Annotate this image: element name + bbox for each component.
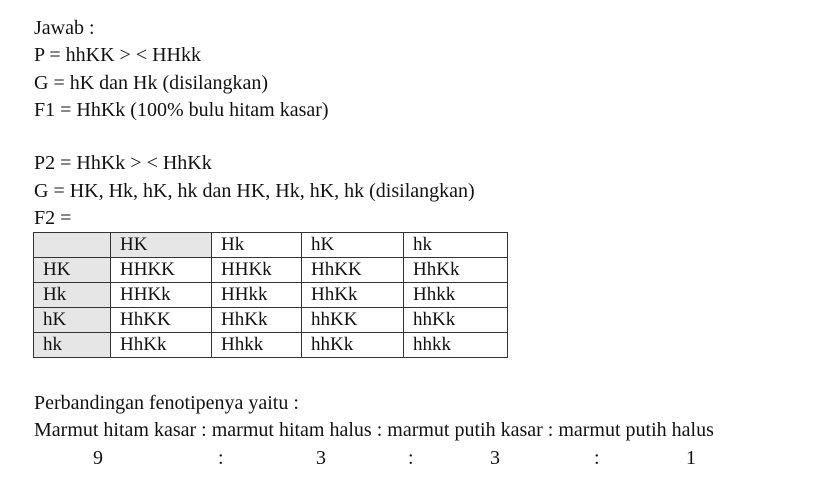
genotype-cell: hhKk [404,308,508,333]
punnett-square [33,232,508,358]
ratio-value: 1 [686,447,696,469]
ratio-separator: : [218,447,224,469]
table-row [34,333,508,358]
table-row [34,258,508,283]
genotype-cell: HhKk [212,308,302,333]
genotype-cell: HHKk [111,283,212,308]
genotype-cell: Hhkk [212,333,302,358]
table-row [34,283,508,308]
corner-cell [34,233,111,258]
ratio-separator: : [408,447,414,469]
row-header: HK [34,258,111,283]
col-header: hk [404,233,508,258]
row-header: hk [34,333,111,358]
genotype-cell: HHKk [212,258,302,283]
col-header: Hk [212,233,302,258]
col-header: HK [111,233,212,258]
genotype-cell: hhKk [302,333,404,358]
f1-result: F1 = HhKk (100% bulu hitam kasar) [34,99,329,121]
genotype-cell: HhKk [404,258,508,283]
genotype-cell: HhKK [302,258,404,283]
gametes-g2: G = HK, Hk, hK, hk dan HK, Hk, hK, hk (disilangkan) [34,180,475,202]
answer-label: Jawab : [34,17,95,39]
ratio-value: 9 [93,447,103,469]
header-row [34,233,508,258]
genotype-cell: HhKK [111,308,212,333]
row-header: Hk [34,283,111,308]
f2-label: F2 = [34,207,72,229]
ratio-value: 3 [316,447,326,469]
genotype-cell: HHkk [212,283,302,308]
genotype-cell: Hhkk [404,283,508,308]
ratio-heading: Perbandingan fenotipenya yaitu : [34,392,299,414]
parent-cross-p2: P2 = HhKk > < HhKk [34,152,212,174]
genotype-cell: hhkk [404,333,508,358]
ratio-separator: : [594,447,600,469]
phenotype-list: Marmut hitam kasar : marmut hitam halus : marmut putih kasar : marmut putih halus [34,419,714,441]
gametes-g: G = hK dan Hk (disilangkan) [34,72,269,94]
table-row [34,308,508,333]
col-header: hK [302,233,404,258]
row-header: hK [34,308,111,333]
ratio-value: 3 [490,447,500,469]
genotype-cell: HhKk [111,333,212,358]
parent-cross-p: P = hhKK > < HHkk [34,44,201,66]
genotype-cell: HhKk [302,283,404,308]
genotype-cell: HHKK [111,258,212,283]
genotype-cell: hhKK [302,308,404,333]
